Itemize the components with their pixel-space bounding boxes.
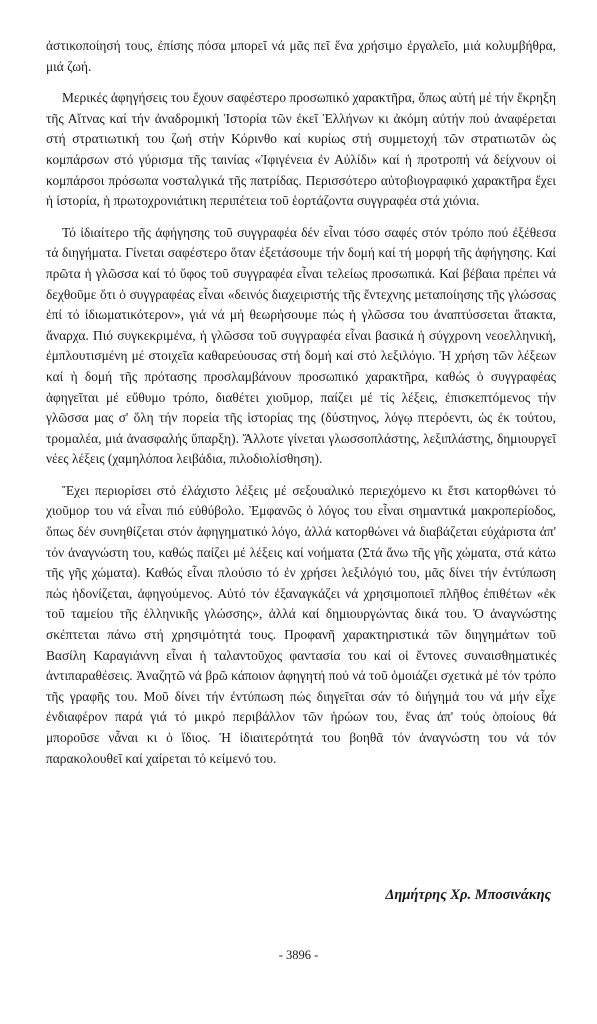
author-signature: Δημήτρης Χρ. Μποσινάκης (385, 887, 551, 903)
paragraph-2: Μερικές ἀφηγήσεις του ἔχουν σαφέστερο προσωπικό χαρακτῆρα, ὅπως αὐτή μέ τήν ἔκρηξη τῆς Αἴτνας καί τήν ἀναδρομική Ἱστορία τῶν ἐκεῖ Ἑλλήνων κι ἀκόμη αὐτήν πού ἀναφέρεται στή στρατιωτική του ζωή στήν Κόρινθο καί κυρίως στή συμμετοχή τῶν στρατιωτῶν ὡς κομπάρσων στό γύρισμα τῆς ταινίας «Ἰφιγένεια ἐν Αὐλίδι» καί ἡ προτροπή νά δείχνουν οἱ κομπάρσοι πρόσωπα νοσταλγικά τῆς πατρίδας. Περισσότερο αὐτοβιογραφικό χαρακτῆρα ἔχει ἡ ἱστορία, ἡ πρωτοχρονιάτικη περιπέτεια τοῦ ἑορτάζοντα συγγραφέα στά χιόνια. (46, 90, 556, 209)
paragraph-1: ἀστικοποίησή τους, ἐπίσης πόσα μπορεῖ νά μᾶς πεῖ ἕνα χρήσιμο ἐργαλεῖο, μιά κολυμβήθρα, μιά ζωή. (46, 38, 556, 74)
article-body (46, 36, 556, 780)
paragraph-4: Ἔχει περιορίσει στό ἐλάχιστο λέξεις μέ σεξουαλικό περιεχόμενο κι ἔτσι κατορθώνει τό χιοῦμορ του νά εἶναι πιό εὐθύβολο. Ἐμφανῶς ὁ λόγος του εἶναι σημαντικά μακροπερίοδος, ὅπως δέν συνηθίζεται στόν ἀφηγηματικό λόγο, ἀλλά κατορθώνει νά διαβάζεται εὐχάριστα ἀπ' τόν ἀναγνώστη του, καθώς παίζει μέ λέξεις καί νοήματα (Στά ἄνω τῆς γῆς χώματα, στά κάτω τῆς γῆς χώματα). Καθώς εἶναι πλούσιο τό ἐν χρήσει λεξιλόγιό του, μᾶς δίνει τήν ἐντύπωση πώς ἡδονίζεται, ἀφηγούμενος. Αὐτό τόν ἐξαναγκάζει νά χρησιμοποιεῖ πλῆθος ἐπιθέτων «ἐκ τοῦ ταμείου τῆς ἑλληνικῆς γλώσσης», ἀλλά καί δημιουργώντας δικά του. Ὁ ἀναγνώστης σκέπτεται πάνω στή χρησιμότητά τους. Προφανῆ χαρακτηριστικά τῶν διηγημάτων τοῦ Βασίλη Καραγιάννη εἶναι ἡ ταλαντοῦχος φαντασία του καί οἱ ἔντονες συναισθηματικές ἀντιπαραθέσεις. Ἀναζητῶ νά βρῶ κάποιον ἀφηγητή πού νά τοῦ ὁμοιάζει σχετικά μέ τόν τρόπο τῆς γραφῆς του. Μοῦ δίνει τήν ἐντύπωση πώς διηγεῖται σάν τό διήγημά του νά μήν εἶχε ἐνδιαφέρον παρά γιά τό μικρό περιβάλλον τῶν ἡρώων του, ἕνας ἀπ' τούς ὁποίους θά μποροῦσε νἆναι κι ὁ ἴδιος. Ἡ ἰδιαιτερότητά του βοηθᾶ τόν ἀναγνώστη του νά τόν παρακολουθεῖ καί χαίρεται τό κείμενό του. (46, 482, 556, 766)
paragraph-3: Τό ἰδιαίτερο τῆς ἀφήγησης τοῦ συγγραφέα δέν εἶναι τόσο σαφές στόν τρόπο πού ἐξέθεσα τά διηγήματα. Γίνεται σαφέστερο ὅταν ἐξετάσουμε τήν δομή καί τή μορφή τῆς ἀφήγησης. Καί πρῶτα ἡ γλῶσσα καί τό ὕφος τοῦ συγγραφέα εἶναι τελείως προσωπικά. Καί βέβαια πρέπει νά δεχθοῦμε ὅτι ὁ συγγραφέας εἶναι «δεινός διαχειριστής τῆς ἔντεχνης μεταποίησης τῆς γλώσσας ἐπί τό ἰδιωματικότερον», γιά νά μή θεωρήσουμε πώς ἡ γλῶσσα του ἀναπτύσσεται ἄτακτα, ἄναρχα. Πιό συγκεκριμένα, ἡ γλῶσσα τοῦ συγγραφέα εἶναι βασικά ἡ σύγχρονη νεοελληνική, ἐμπλουτισμένη μέ στοιχεῖα καθαρεύουσας στή δομή καί στό λεξιλόγιο. Ἡ χρήση τῶν λέξεων καί ἡ δομή τῆς πρότασης προσλαμβάνουν προσωπικό χαρακτῆρα, καθώς ὁ συγγραφέας ἀφηγεῖται μέ εὔθυμο τρόπο, διαθέτει χιοῦμορ, παίζει μέ τίς λέξεις, ἐπισκεπτόμενος τήν γλῶσσα μας σ' ὅλη τήν πορεία τῆς ἱστορίας της (δύστηνος, λόγῳ πτερόεντι, ὡς ἐκ τούτου, τρομαλέα, μιά ἀνασφαλής ὕπαρξη). Ἄλλοτε γίνεται γλωσσοπλάστης, λεξιπλάστης, δημιουργεῖ νέες λέξεις (χαμηλόποα λειβάδια, πιλοδιολίσθηση). (46, 224, 556, 467)
page-number: - 3896 - (278, 948, 319, 962)
